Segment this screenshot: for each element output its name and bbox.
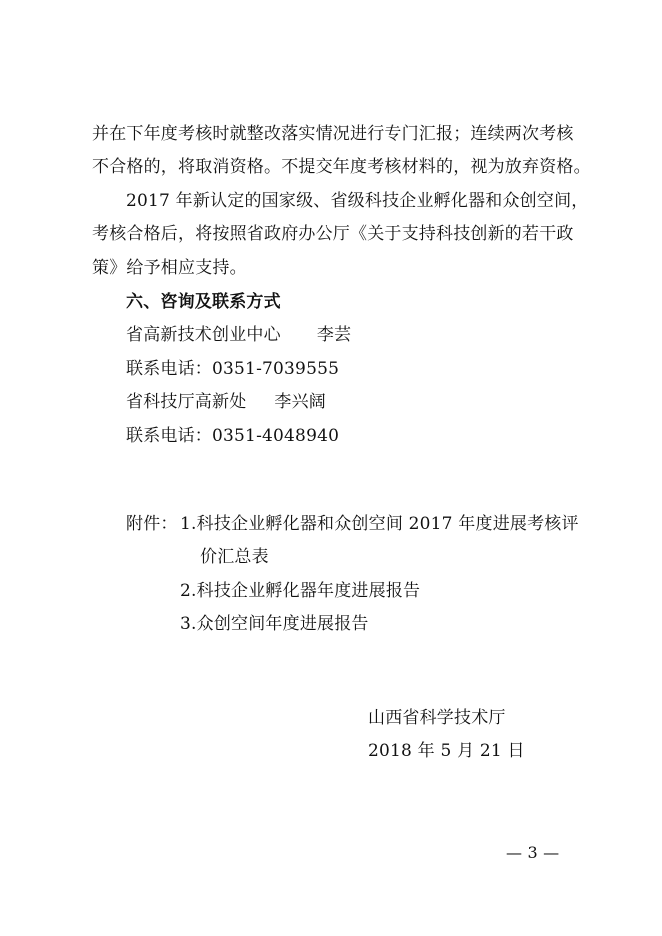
attachment-2: 2.科技企业孵化器年度进展报告 xyxy=(180,581,421,601)
contact-2-org: 省科技厅高新处 xyxy=(126,392,247,412)
attachment-1-line-2: 价汇总表 xyxy=(200,547,269,567)
contact-2-phone-line xyxy=(126,425,339,447)
signature-date: 2018 年 5 月 21 日 xyxy=(368,741,525,761)
contact-1-org: 省高新技术创业中心 xyxy=(126,325,281,345)
contact-2-person: 李兴阔 xyxy=(274,392,327,412)
body-paragraph-1-line-2: 不合格的，将取消资格。不提交年度考核材料的，视为放弃资格。 xyxy=(92,157,591,177)
section-heading: 六、咨询及联系方式 xyxy=(126,292,281,312)
body-paragraph-2-line-3: 策》给予相应支持。 xyxy=(92,258,247,278)
attachment-3: 3.众创空间年度进展报告 xyxy=(180,614,369,634)
contact-1-phone-label: 联系电话： xyxy=(126,359,212,379)
page-number: — 3 — xyxy=(506,843,560,862)
contact-2-phone: 0351-4048940 xyxy=(212,426,340,446)
signature-org: 山西省科学技术厅 xyxy=(368,708,506,728)
body-paragraph-2-line-2: 考核合格后，将按照省政府办公厅《关于支持科技创新的若干政 xyxy=(92,224,574,244)
body-paragraph-2-line-1: 2017 年新认定的国家级、省级科技企业孵化器和众创空间， xyxy=(126,191,589,211)
attachment-1-line-1: 1.科技企业孵化器和众创空间 2017 年度进展考核评 xyxy=(180,514,579,534)
contact-1-phone-line xyxy=(126,358,339,380)
attachments-label: 附件： xyxy=(126,514,178,534)
contact-1-person: 李芸 xyxy=(316,325,352,345)
body-paragraph-1-line-1: 并在下年度考核时就整改落实情况进行专门汇报；连续两次考核 xyxy=(92,124,574,144)
contact-1 xyxy=(126,324,351,346)
contact-2 xyxy=(126,391,326,413)
contact-2-phone-label: 联系电话： xyxy=(126,426,212,446)
contact-1-phone: 0351-7039555 xyxy=(212,359,340,379)
